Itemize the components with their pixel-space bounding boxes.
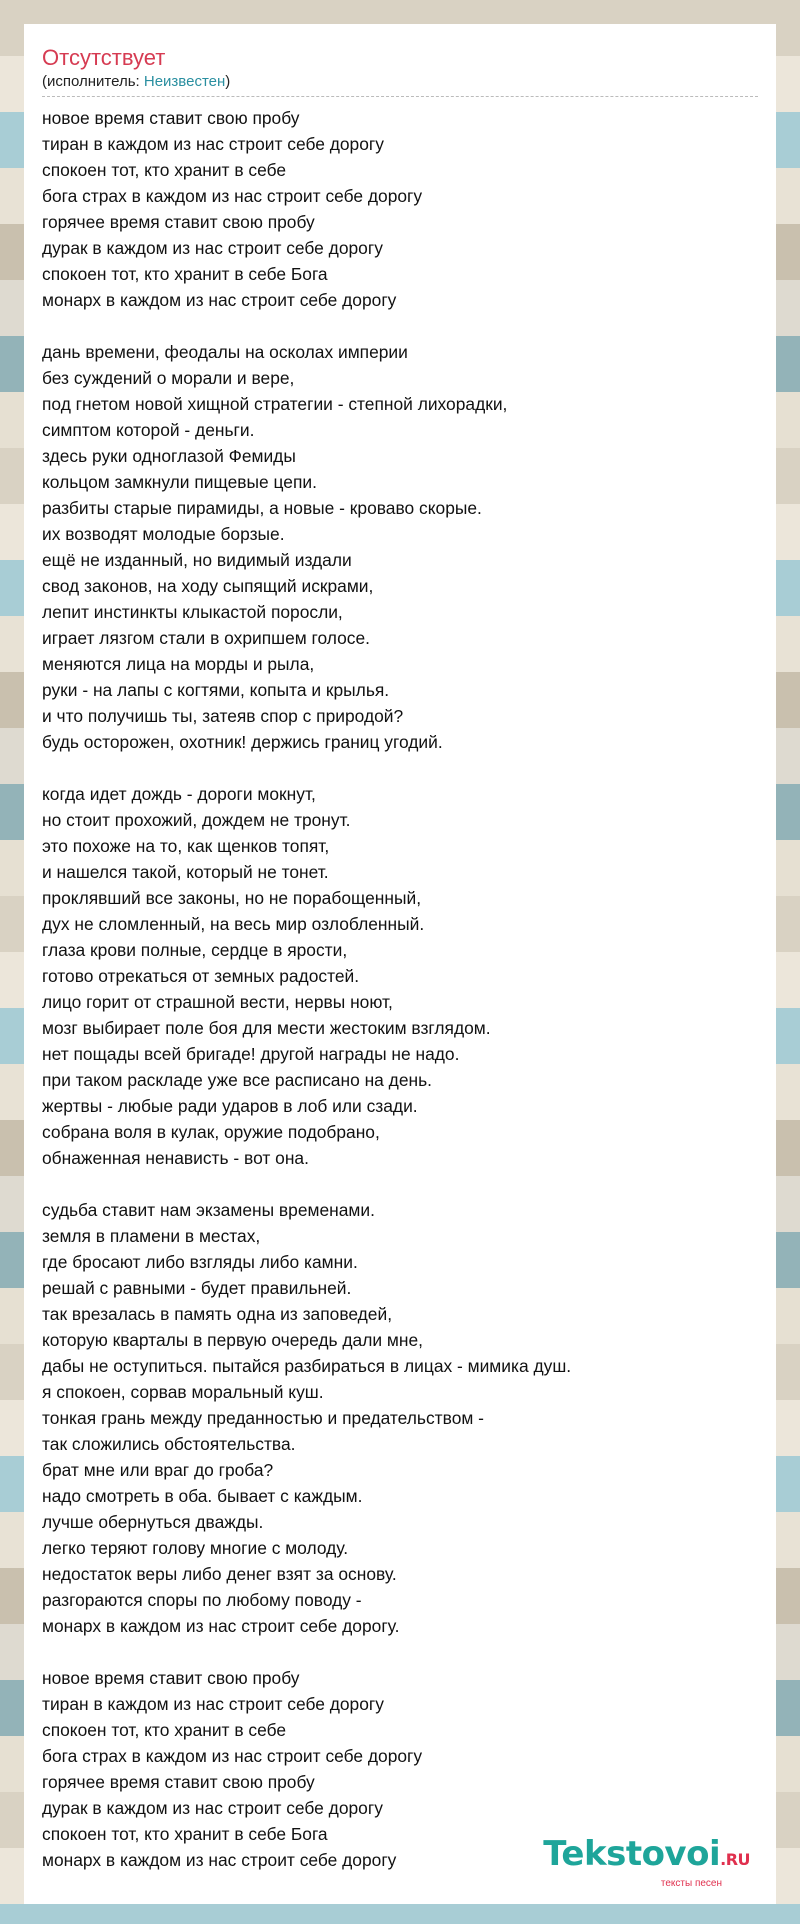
lyric-line: дурак в каждом из нас строит себе дорогу bbox=[42, 238, 383, 258]
lyric-line: готово отрекаться от земных радостей. bbox=[42, 966, 360, 986]
lyric-line: свод законов, на ходу сыпящий искрами, bbox=[42, 576, 374, 596]
lyric-line: тиран в каждом из нас строит себе дорогу bbox=[42, 1694, 384, 1714]
lyric-line: лицо горит от страшной вести, нервы ноют, bbox=[42, 992, 393, 1012]
lyric-line: легко теряют голову многие с молоду. bbox=[42, 1538, 349, 1558]
artist-prefix: (исполнитель: bbox=[42, 73, 144, 90]
logo-main-text: Tekstovoi bbox=[543, 1834, 721, 1874]
lyric-line: недостаток веры либо денег взят за основу. bbox=[42, 1564, 397, 1584]
logo-wordmark bbox=[543, 1836, 750, 1878]
lyric-line: которую кварталы в первую очередь дали мне, bbox=[42, 1330, 423, 1350]
lyric-line: нет пощады всей бригаде! другой награды не надо. bbox=[42, 1044, 460, 1064]
lyric-line: глаза крови полные, сердце в ярости, bbox=[42, 940, 348, 960]
lyric-line: брат мне или враг до гроба? bbox=[42, 1460, 274, 1480]
lyric-line: и что получишь ты, затеяв спор с природой? bbox=[42, 706, 404, 726]
lyric-line: лучше обернуться дважды. bbox=[42, 1512, 264, 1532]
lyric-line: судьба ставит нам экзамены временами. bbox=[42, 1200, 375, 1220]
lyrics-text bbox=[42, 105, 758, 1873]
lyric-line: когда идет дождь - дороги мокнут, bbox=[42, 784, 316, 804]
lyric-line: проклявший все законы, но не порабощенный, bbox=[42, 888, 422, 908]
lyric-line: дух не сломленный, на весь мир озлобленный. bbox=[42, 914, 425, 934]
logo-tagline: тексты песен bbox=[660, 1878, 722, 1889]
lyric-line: бога страх в каждом из нас строит себе дорогу bbox=[42, 186, 423, 206]
lyric-line: лепит инстинкты клыкастой поросли, bbox=[42, 602, 343, 622]
lyric-line: здесь руки одноглазой Фемиды bbox=[42, 446, 296, 466]
lyric-line: земля в пламени в местах, bbox=[42, 1226, 261, 1246]
lyric-line: симптом которой - деньги. bbox=[42, 420, 255, 440]
lyric-line: жертвы - любые ради ударов в лоб или сзади. bbox=[42, 1096, 418, 1116]
lyric-line: горячее время ставит свою пробу bbox=[42, 212, 315, 232]
lyric-line: монарх в каждом из нас строит себе дорогу bbox=[42, 290, 397, 310]
lyric-line: монарх в каждом из нас строит себе дорогу. bbox=[42, 1616, 400, 1636]
lyric-line: спокоен тот, кто хранит в себе Бога bbox=[42, 1824, 328, 1844]
verse-gap bbox=[42, 755, 758, 781]
song-title: Отсутствует bbox=[42, 45, 166, 70]
lyric-line: монарх в каждом из нас строит себе дорогу bbox=[42, 1850, 397, 1870]
lyric-line: решай с равными - будет правильней. bbox=[42, 1278, 352, 1298]
logo-tld: .RU bbox=[720, 1850, 750, 1869]
lyric-line: где бросают либо взгляды либо камни. bbox=[42, 1252, 358, 1272]
lyric-line: разбиты старые пирамиды, а новые - кроваво скорые. bbox=[42, 498, 482, 518]
lyric-line: надо смотреть в оба. бывает с каждым. bbox=[42, 1486, 363, 1506]
lyrics-card bbox=[24, 24, 776, 1904]
lyric-line: кольцом замкнули пищевые цепи. bbox=[42, 472, 317, 492]
lyric-line: бога страх в каждом из нас строит себе дорогу bbox=[42, 1746, 423, 1766]
lyric-line: при таком раскладе уже все расписано на день. bbox=[42, 1070, 432, 1090]
lyric-line: спокоен тот, кто хранит в себе Бога bbox=[42, 264, 328, 284]
verse-gap bbox=[42, 1171, 758, 1197]
lyric-line: дурак в каждом из нас строит себе дорогу bbox=[42, 1798, 383, 1818]
lyric-line: и нашелся такой, который не тонет. bbox=[42, 862, 329, 882]
lyric-line: тонкая грань между преданностью и предательством - bbox=[42, 1408, 484, 1428]
lyric-line: так врезалась в память одна из заповедей, bbox=[42, 1304, 393, 1324]
lyric-line: будь осторожен, охотник! держись границ угодий. bbox=[42, 732, 443, 752]
lyric-line: мозг выбирает поле боя для мести жестоким взглядом. bbox=[42, 1018, 491, 1038]
artist-line bbox=[42, 72, 758, 97]
verse-gap bbox=[42, 313, 758, 339]
artist-link[interactable]: Неизвестен bbox=[143, 73, 226, 90]
lyric-line: дабы не оступиться. пытайся разбираться в лицах - мимика душ. bbox=[42, 1356, 572, 1376]
lyric-line: горячее время ставит свою пробу bbox=[42, 1772, 315, 1792]
site-logo[interactable] bbox=[543, 1836, 750, 1890]
lyric-line: тиран в каждом из нас строит себе дорогу bbox=[42, 134, 384, 154]
artist-suffix: ) bbox=[225, 73, 231, 90]
lyric-line: руки - на лапы с когтями, копыта и крылья. bbox=[42, 680, 390, 700]
verse-gap bbox=[42, 1639, 758, 1665]
lyric-line: дань времени, феодалы на осколах империи bbox=[42, 342, 408, 362]
lyric-line: спокоен тот, кто хранит в себе bbox=[42, 1720, 287, 1740]
lyric-line: собрана воля в кулак, оружие подобрано, bbox=[42, 1122, 380, 1142]
lyric-line: спокоен тот, кто хранит в себе bbox=[42, 160, 287, 180]
lyric-line: их возводят молодые борзые. bbox=[42, 524, 285, 544]
lyric-line: я спокоен, сорвав моральный куш. bbox=[42, 1382, 324, 1402]
lyric-line: так сложились обстоятельства. bbox=[42, 1434, 296, 1454]
lyric-line: меняются лица на морды и рыла, bbox=[42, 654, 315, 674]
lyric-line: ещё не изданный, но видимый издали bbox=[42, 550, 352, 570]
lyric-line: это похоже на то, как щенков топят, bbox=[42, 836, 330, 856]
lyric-line: но стоит прохожий, дождем не тронут. bbox=[42, 810, 351, 830]
lyric-line: новое время ставит свою пробу bbox=[42, 1668, 300, 1688]
lyric-line: разгораются споры по любому поводу - bbox=[42, 1590, 362, 1610]
lyric-line: новое время ставит свою пробу bbox=[42, 108, 300, 128]
lyric-line: под гнетом новой хищной стратегии - степной лихорадки, bbox=[42, 394, 508, 414]
lyric-line: обнаженная ненависть - вот она. bbox=[42, 1148, 309, 1168]
lyric-line: без суждений о морали и вере, bbox=[42, 368, 295, 388]
lyric-line: играет лязгом стали в охрипшем голосе. bbox=[42, 628, 371, 648]
